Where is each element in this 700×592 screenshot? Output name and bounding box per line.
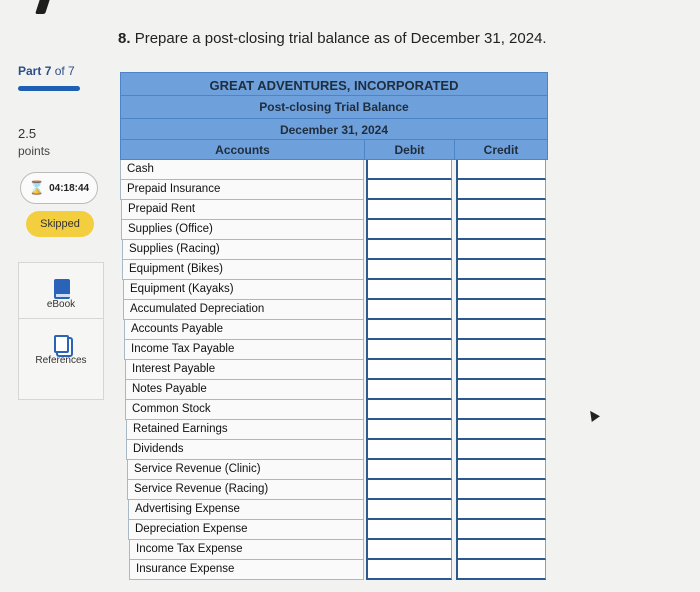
debit-input[interactable] <box>366 560 452 580</box>
account-cell[interactable]: Common Stock <box>125 400 364 420</box>
credit-input[interactable] <box>456 220 546 240</box>
debit-input[interactable] <box>366 160 452 180</box>
debit-input[interactable] <box>366 200 452 220</box>
table-row <box>120 540 548 560</box>
timer-badge[interactable] <box>20 172 98 204</box>
debit-input[interactable] <box>366 460 452 480</box>
credit-input[interactable] <box>456 360 546 380</box>
credit-input[interactable] <box>456 380 546 400</box>
account-cell[interactable]: Prepaid Rent <box>121 200 364 220</box>
account-cell[interactable]: Retained Earnings <box>126 420 364 440</box>
table-row <box>120 340 548 360</box>
credit-input[interactable] <box>456 180 546 200</box>
points-label: points <box>18 144 51 158</box>
statement-title: Post-closing Trial Balance <box>120 96 548 118</box>
table-row <box>120 180 548 200</box>
account-cell[interactable]: Insurance Expense <box>129 560 364 580</box>
status-badge[interactable]: Skipped <box>26 211 94 237</box>
credit-input[interactable] <box>456 260 546 280</box>
hourglass-icon: ⌛ <box>28 180 46 195</box>
table-row <box>120 320 548 340</box>
table-row <box>120 560 548 580</box>
ebook-icon <box>54 279 70 299</box>
table-row <box>120 480 548 500</box>
table-row <box>120 220 548 240</box>
question-number: 8. <box>118 30 131 47</box>
debit-input[interactable] <box>366 340 452 360</box>
ebook-label: eBook <box>46 299 76 310</box>
table-row <box>120 300 548 320</box>
credit-input[interactable] <box>456 480 546 500</box>
debit-input[interactable] <box>366 500 452 520</box>
account-cell[interactable]: Interest Payable <box>125 360 364 380</box>
debit-input[interactable] <box>366 280 452 300</box>
question-prompt <box>118 30 547 47</box>
sidebar <box>0 0 108 586</box>
debit-input[interactable] <box>366 540 452 560</box>
account-cell[interactable]: Accumulated Depreciation <box>123 300 364 320</box>
table-row <box>120 500 548 520</box>
part-current: 7 <box>44 64 52 78</box>
account-cell[interactable]: Income Tax Payable <box>124 340 364 360</box>
account-cell[interactable]: Supplies (Racing) <box>122 240 364 260</box>
account-cell[interactable]: Equipment (Bikes) <box>122 260 364 280</box>
account-cell[interactable]: Accounts Payable <box>124 320 364 340</box>
debit-input[interactable] <box>366 420 452 440</box>
statement-date: December 31, 2024 <box>120 118 548 140</box>
table-row <box>120 260 548 280</box>
credit-input[interactable] <box>456 440 546 460</box>
account-cell[interactable]: Cash <box>120 160 364 180</box>
debit-input[interactable] <box>366 480 452 500</box>
account-cell[interactable]: Service Revenue (Racing) <box>127 480 364 500</box>
table-row <box>120 520 548 540</box>
table-row <box>120 400 548 420</box>
table-row <box>120 420 548 440</box>
debit-input[interactable] <box>366 180 452 200</box>
credit-input[interactable] <box>456 300 546 320</box>
debit-column-header: Debit <box>364 140 454 160</box>
table-row <box>120 200 548 220</box>
table-row <box>120 460 548 480</box>
debit-input[interactable] <box>366 260 452 280</box>
table-row <box>120 440 548 460</box>
table-row <box>120 360 548 380</box>
points-value: 2.5 <box>18 126 37 141</box>
account-cell[interactable]: Dividends <box>126 440 364 460</box>
debit-input[interactable] <box>366 520 452 540</box>
references-label: References <box>35 355 87 366</box>
question-text: Prepare a post-closing trial balance as of December 31, 2024. <box>134 30 547 47</box>
references-button[interactable] <box>18 318 104 400</box>
credit-input[interactable] <box>456 200 546 220</box>
account-cell[interactable]: Advertising Expense <box>128 500 364 520</box>
timer-value: 04:18:44 <box>49 182 90 194</box>
debit-input[interactable] <box>366 220 452 240</box>
credit-input[interactable] <box>456 520 546 540</box>
debit-input[interactable] <box>366 380 452 400</box>
top-mark-icon <box>35 0 51 14</box>
debit-input[interactable] <box>366 440 452 460</box>
debit-input[interactable] <box>366 360 452 380</box>
account-cell[interactable]: Notes Payable <box>125 380 364 400</box>
credit-input[interactable] <box>456 240 546 260</box>
accounts-column-header: Accounts <box>120 140 364 160</box>
credit-input[interactable] <box>456 500 546 520</box>
credit-input[interactable] <box>456 460 546 480</box>
mouse-cursor-icon <box>586 408 600 422</box>
table-row <box>120 160 548 180</box>
part-label: Part <box>18 64 42 78</box>
account-cell[interactable]: Equipment (Kayaks) <box>123 280 364 300</box>
account-cell[interactable]: Depreciation Expense <box>128 520 364 540</box>
debit-input[interactable] <box>366 240 452 260</box>
part-progress-bar <box>18 86 80 91</box>
credit-input[interactable] <box>456 320 546 340</box>
credit-input[interactable] <box>456 420 546 440</box>
debit-input[interactable] <box>366 400 452 420</box>
account-cell[interactable]: Income Tax Expense <box>129 540 364 560</box>
part-of: of 7 <box>54 64 75 78</box>
credit-input[interactable] <box>456 540 546 560</box>
debit-input[interactable] <box>366 300 452 320</box>
part-indicator <box>18 64 75 78</box>
table-row <box>120 280 548 300</box>
references-icon <box>54 335 69 353</box>
credit-input[interactable] <box>456 340 546 360</box>
account-cell[interactable]: Supplies (Office) <box>121 220 364 240</box>
debit-input[interactable] <box>366 320 452 340</box>
table-row <box>120 380 548 400</box>
account-cell[interactable]: Prepaid Insurance <box>120 180 364 200</box>
credit-input[interactable] <box>456 280 546 300</box>
worksheet-rows <box>120 160 548 580</box>
credit-column-header: Credit <box>454 140 548 160</box>
trial-balance-worksheet <box>120 72 548 592</box>
credit-input[interactable] <box>456 400 546 420</box>
company-name: GREAT ADVENTURES, INCORPORATED <box>120 72 548 96</box>
credit-input[interactable] <box>456 160 546 180</box>
credit-input[interactable] <box>456 560 546 580</box>
account-cell[interactable]: Service Revenue (Clinic) <box>127 460 364 480</box>
table-row <box>120 240 548 260</box>
